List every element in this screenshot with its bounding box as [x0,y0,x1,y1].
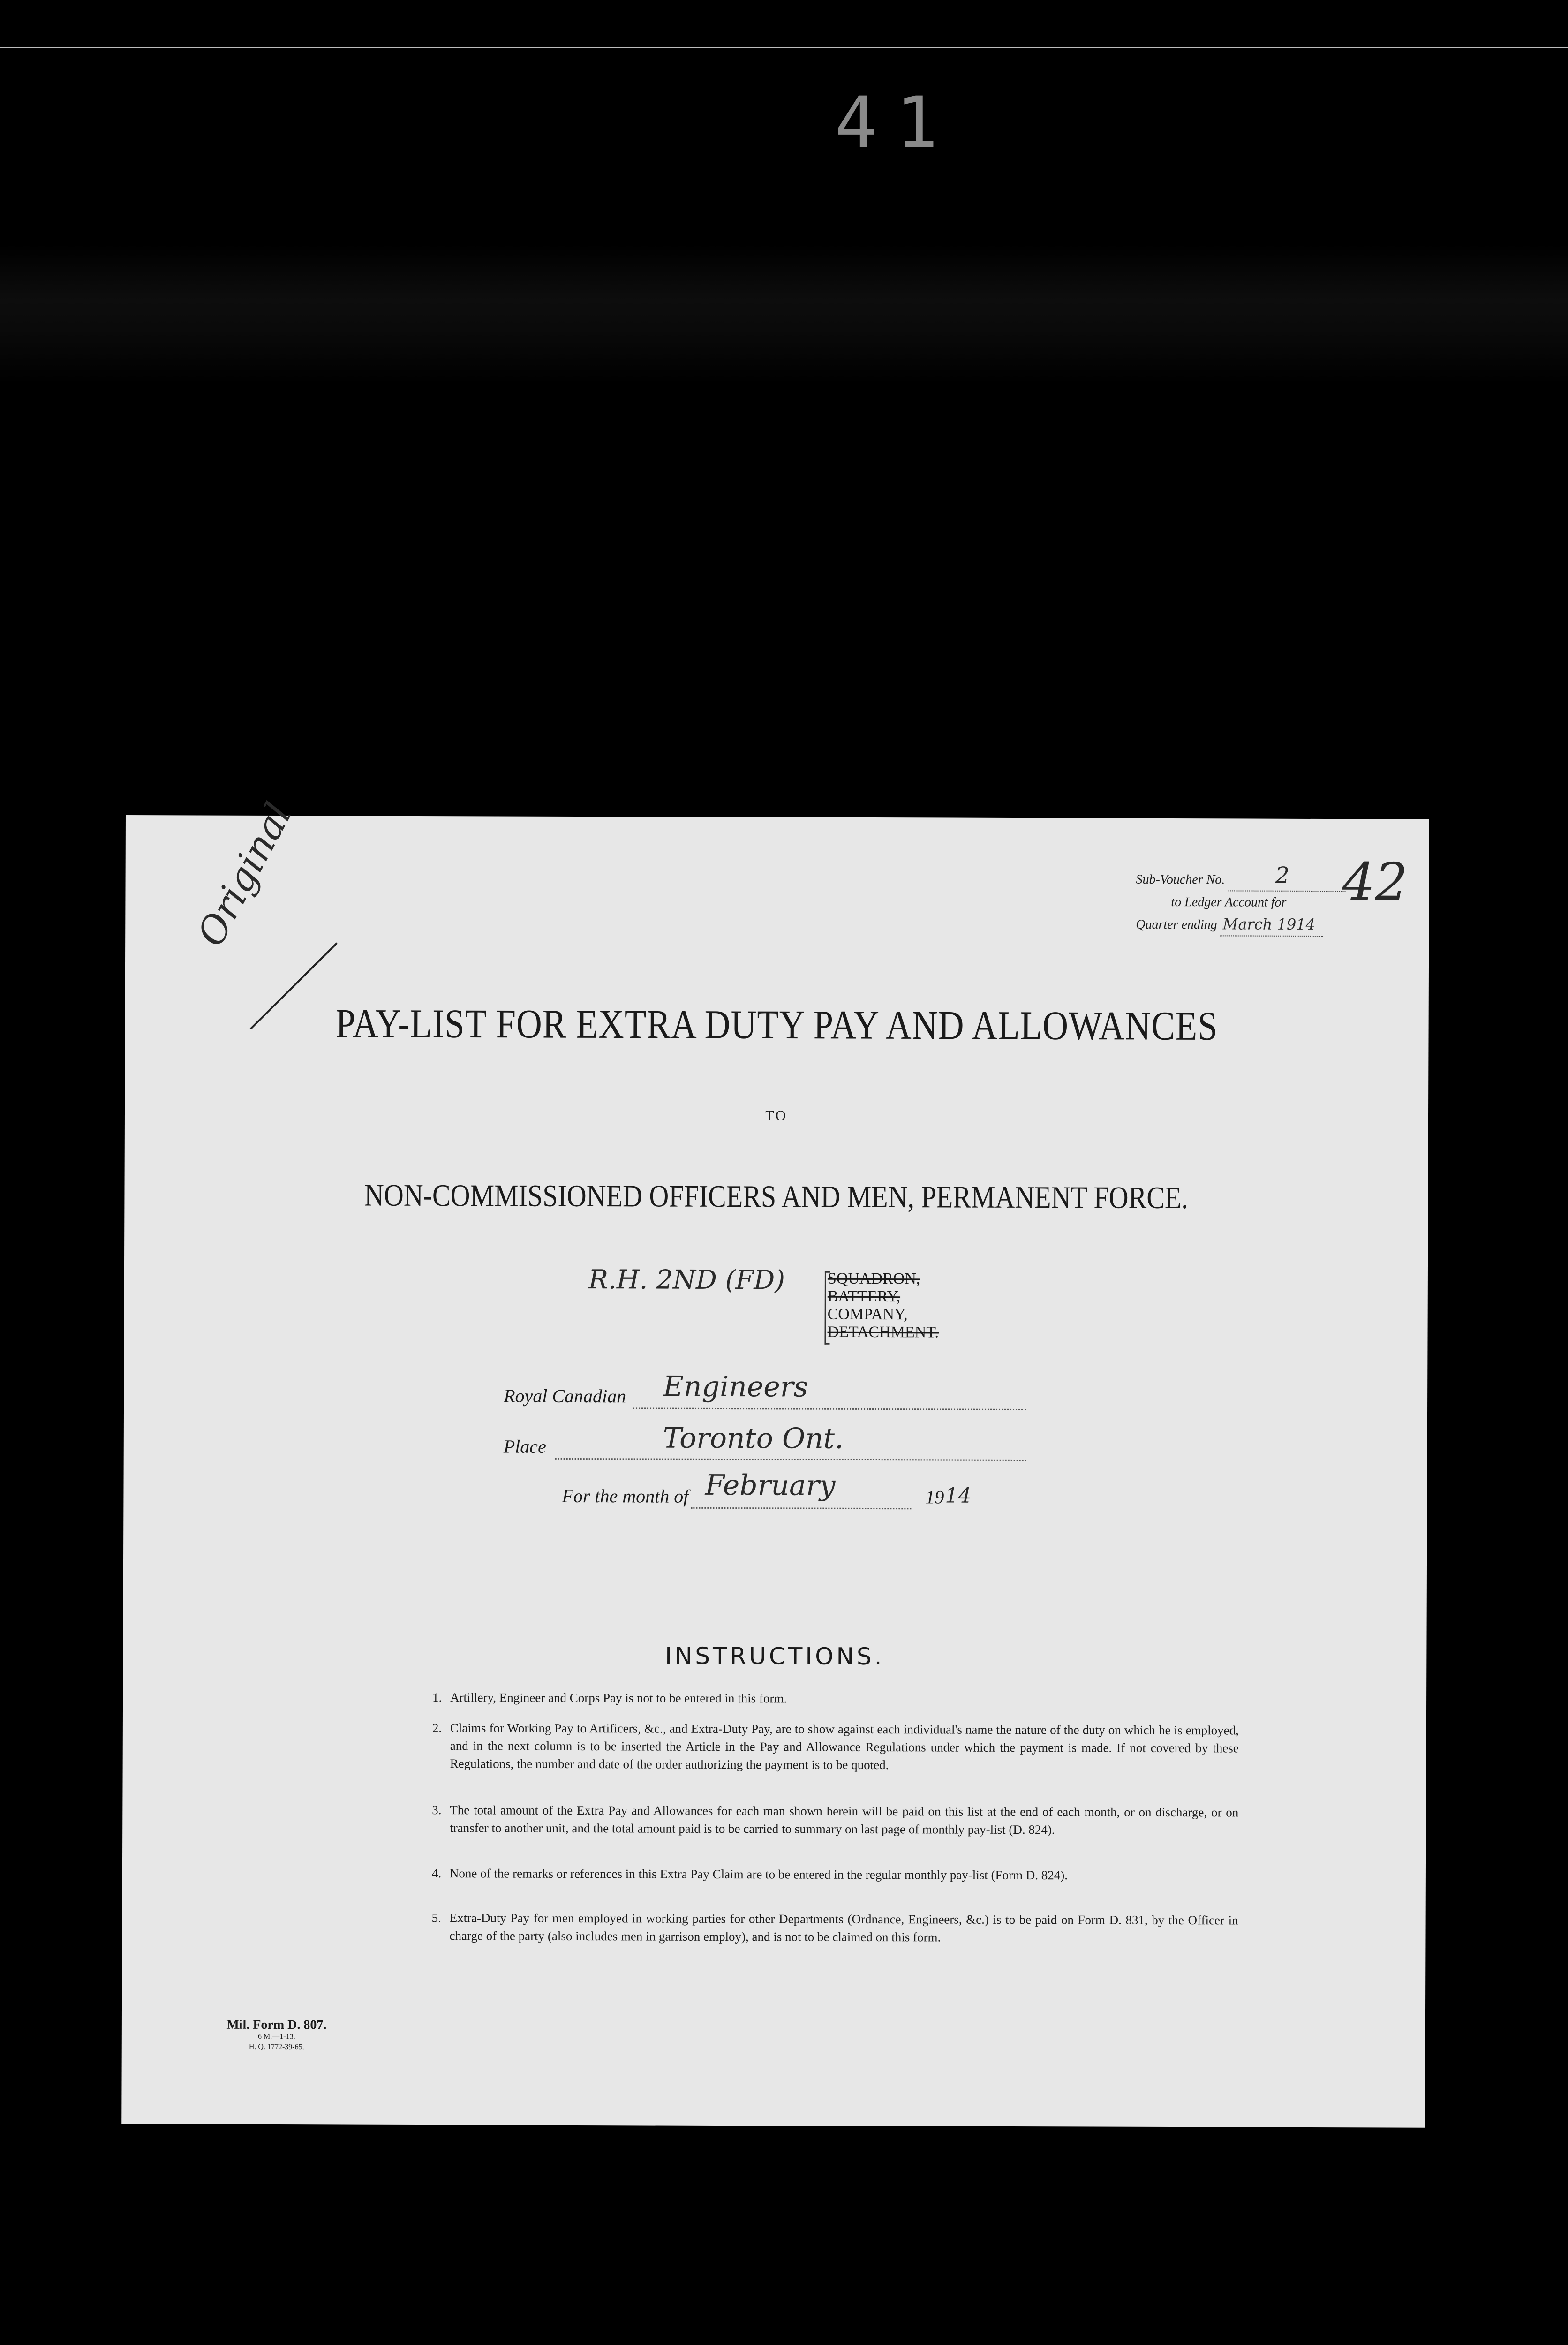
unit-type-detachment: DETACHMENT. [827,1323,939,1341]
instruction-item [432,1688,1239,1709]
sub-voucher-value: 2 [1275,862,1290,889]
ledger-row [1136,891,1345,914]
form-title: PAY-LIST FOR EXTRA DUTY PAY AND ALLOWANCES [335,1001,1218,1049]
unit-type-battery: BATTERY, [827,1287,901,1306]
instructions-heading: INSTRUCTIONS. [665,1642,885,1671]
instruction-number: 2. [432,1721,442,1735]
instruction-number: 5. [431,1911,441,1925]
corps-line [633,1407,1026,1410]
instruction-item [432,1864,1238,1884]
sub-voucher-row [1136,862,1346,892]
instruction-item [432,1719,1239,1775]
place-line [555,1457,1026,1461]
quarter-line [1221,915,1324,937]
top-rule [0,47,1568,48]
unit-type-squadron: SQUADRON, [827,1270,920,1288]
corps-value: Engineers [663,1370,808,1404]
month-line [691,1506,911,1509]
form-subtitle: NON-COMMISSIONED OFFICERS AND MEN, PERMANENT FORCE. [364,1177,1189,1215]
instruction-text: Claims for Working Pay to Artificers, &c., and Extra-Duty Pay, are to show against each individual's name the nature of the duty on which he is employed, and in the next column is to be inserted the Article in the Pay and Allowance Regulations under which the payment is made. If not covered by these Regulations, the number and date of the order authorizing the payment is to be quoted. [450,1721,1239,1772]
instruction-text: Extra-Duty Pay for men employed in working parties for other Departments (Ordnance, Engineers, &c.) is to be paid on Form D. 831, by the Officer in charge of the party (also includes men in garrison employ), and is not to be claimed on this form. [449,1911,1238,1944]
instruction-number: 1. [432,1690,442,1705]
quarter-label: Quarter ending [1136,917,1217,932]
instruction-item [431,1909,1238,1947]
form-id-main: Mil. Form D. 807. [226,2017,327,2033]
original-handwritten-mark: Original [188,795,301,953]
year-value: 14 [945,1483,972,1508]
form-to-word: TO [765,1108,788,1124]
place-label: Place [503,1436,546,1457]
form-id-hq-ref: H. Q. 1772-39-65. [249,2042,304,2051]
frame-number: 41 [835,82,957,164]
instruction-text: The total amount of the Extra Pay and Allowances for each man shown herein will be paid on this list at the end of each month, or on discharge, or on transfer to another unit, and the total amount paid is to be carried to summary on last page of monthly pay-list (D. 824). [450,1803,1239,1837]
month-value: February [705,1468,836,1502]
place-value: Toronto Ont. [663,1422,844,1455]
ledger-label: to Ledger Account for [1171,895,1287,910]
sub-voucher-label: Sub-Voucher No. [1136,872,1225,887]
unit-type-list [827,1270,939,1342]
instruction-number: 3. [432,1803,442,1817]
sub-voucher-line [1228,862,1345,892]
film-band [0,244,1568,385]
instruction-item [432,1801,1238,1839]
unit-handwritten: R.H. 2ND (FD) [588,1264,785,1296]
corps-label: Royal Canadian [504,1385,626,1407]
quarter-row [1136,914,1345,937]
voucher-block [1136,862,1345,937]
instruction-text: None of the remarks or references in this Extra Pay Claim are to be entered in the regular monthly pay-list (Form D. 824). [449,1866,1068,1883]
document-sheet [121,795,1429,2128]
year-prefix: 19 [925,1486,944,1508]
quarter-value: March 1914 [1222,915,1316,933]
instruction-text: Artillery, Engineer and Corps Pay is not to be entered in this form. [450,1690,787,1706]
handwritten-page-number: 42 [1342,852,1408,912]
form-id-print-run: 6 M.—1-13. [258,2032,295,2041]
instruction-number: 4. [431,1866,442,1881]
unit-type-company: COMPANY, [827,1305,908,1324]
form-identifier [202,2019,352,2053]
month-label: For the month of [562,1485,689,1507]
